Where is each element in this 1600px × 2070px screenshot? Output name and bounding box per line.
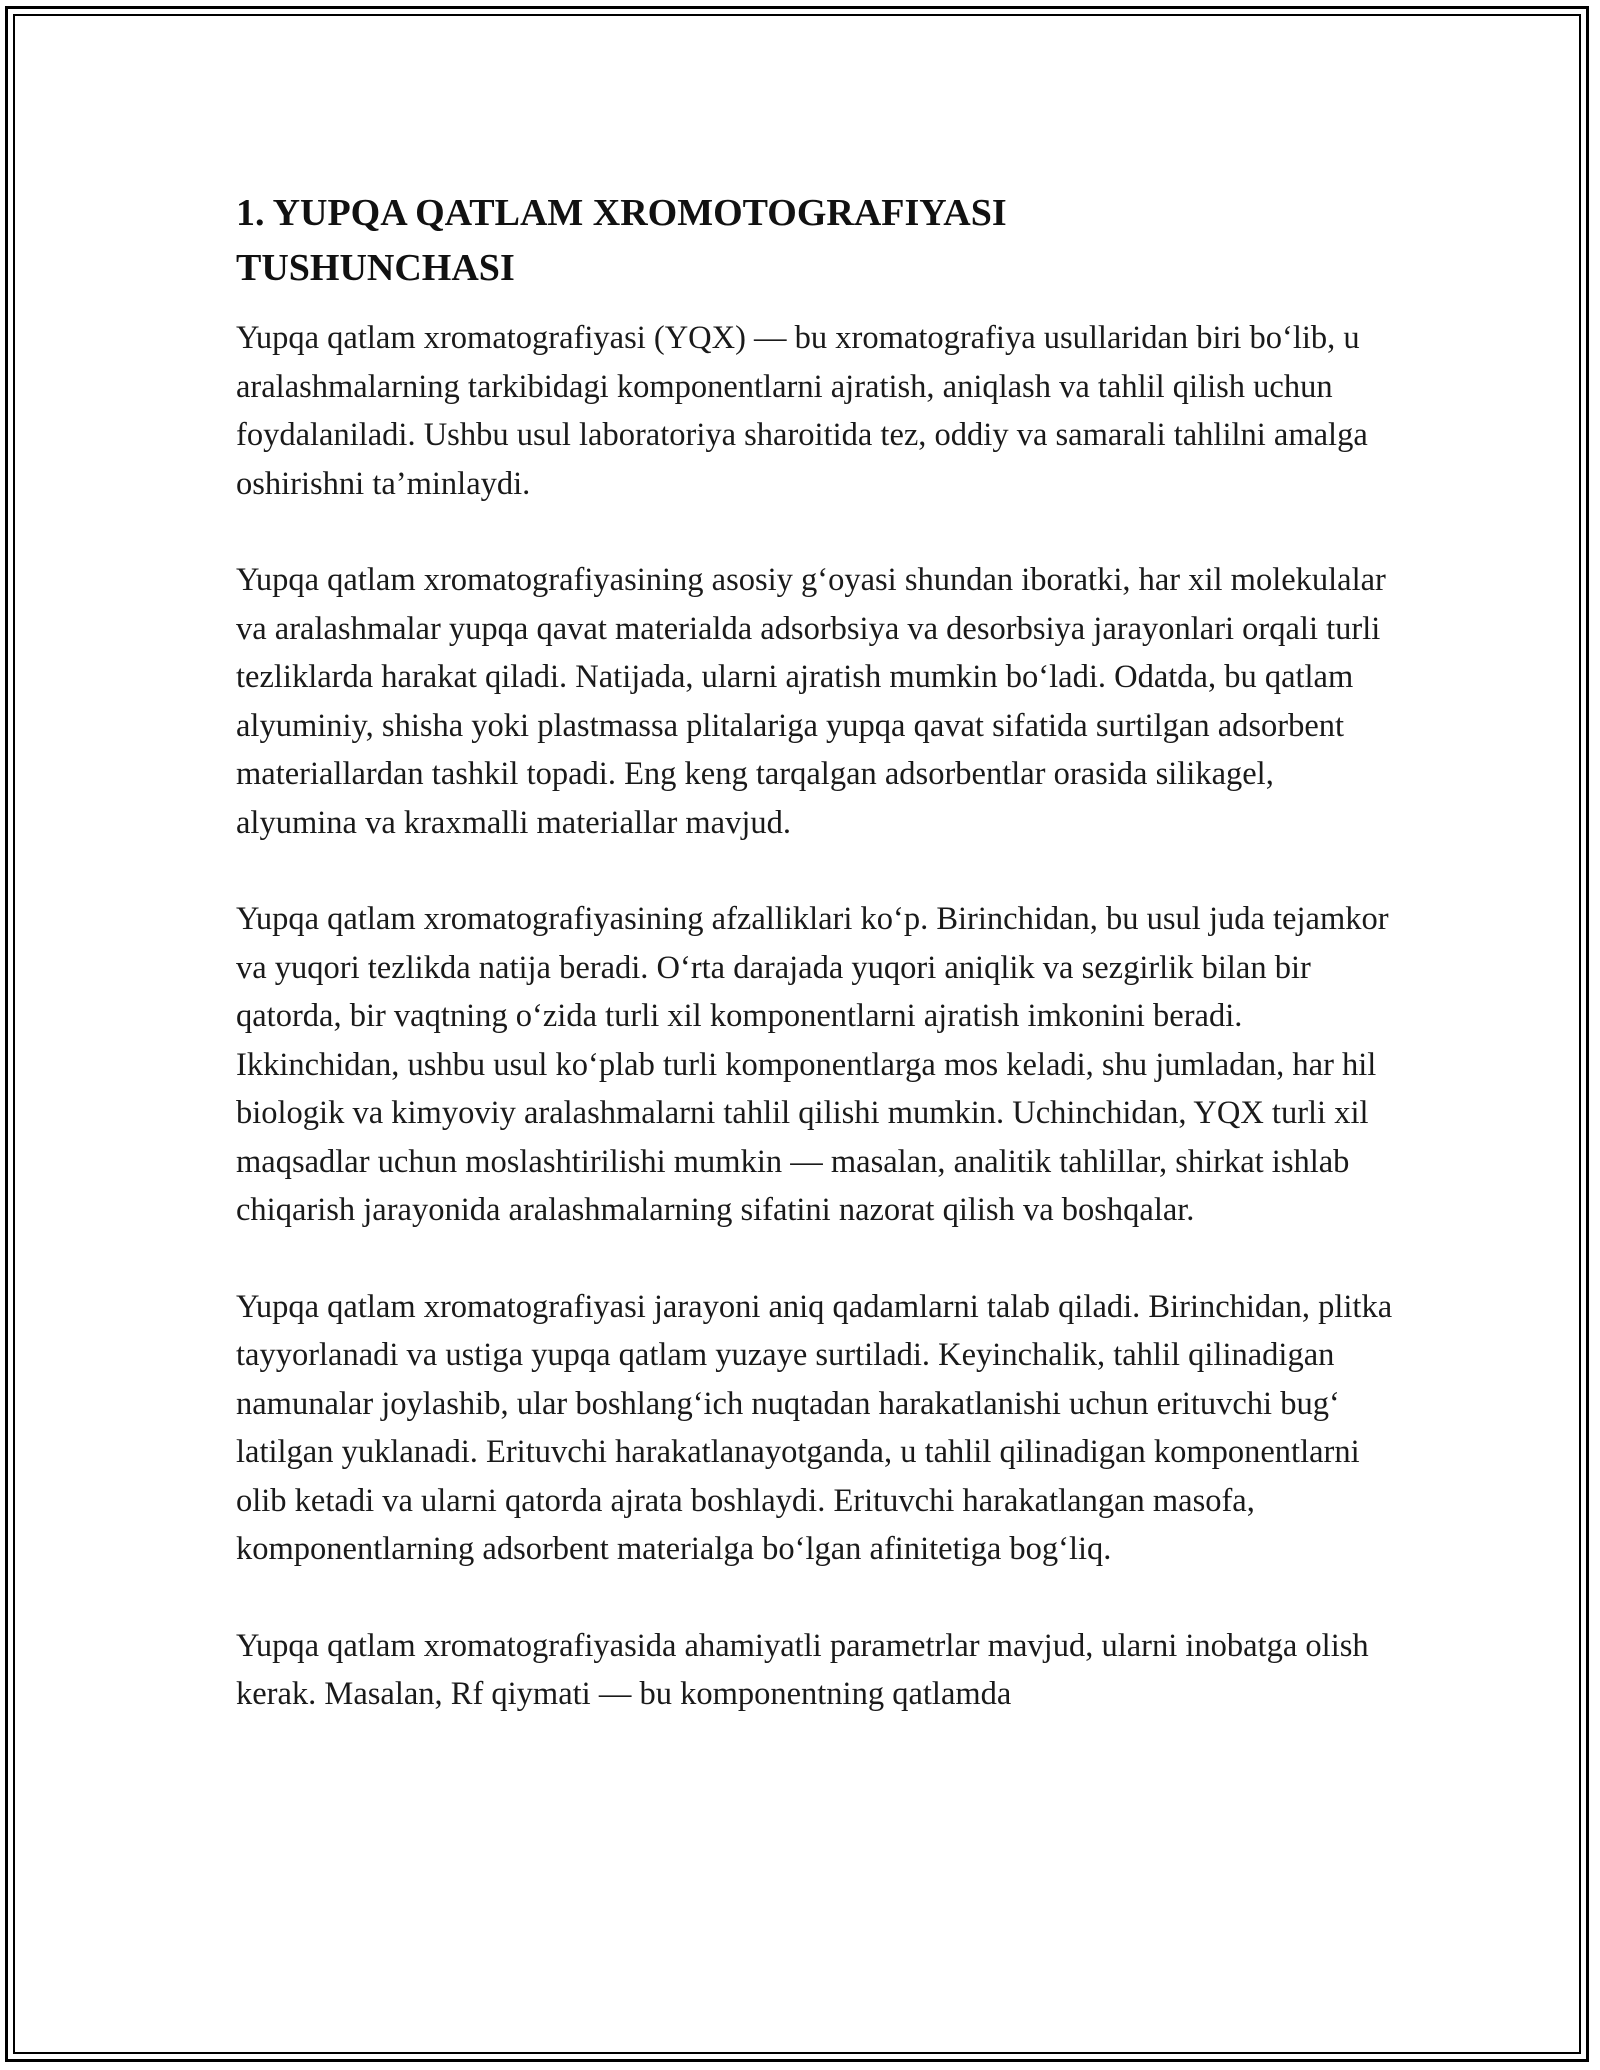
page-title: 1. YUPQA QATLAM XROMOTOGRAFIYASI TUSHUNCHASI bbox=[236, 192, 1007, 289]
paragraph-advantages: Yupqa qatlam xromatografiyasining afzalliklari ko‘p. Birinchidan, bu usul juda tejamkor va yuqori tezlikda natija beradi. O‘rta darajada yuqori aniqlik va sezgirlik bilan bir qatorda, bir vaqtning o‘zida turli xil komponentlarni ajratish imkonini beradi. Ikkinchidan, ushbu usul ko‘plab turli komponentlarga mos keladi, shu jumladan, har hil biologik va kimyoviy aralashmalarni tahlil qilishi mumkin. Uchinchidan, YQX turli xil maqsadlar uchun moslashtirilishi mumkin — masalan, analitik tahlillar, shirkat ishlab chiqarish jarayonida aralashmalarning sifatini nazorat qilish va boshqalar. bbox=[236, 901, 1389, 1228]
paragraph-procedure: Yupqa qatlam xromatografiyasi jarayoni aniq qadamlarni talab qiladi. Birinchidan, plitka tayyorlanadi va ustiga yupqa qatlam yuzaye surtiladi. Keyinchalik, tahlil qilinadigan namunalar joylashib, ular boshlang‘ich nuqtadan harakatlanishi uchun erituvchi bug‘ latilgan yuklanadi. Erituvchi harakatlanayotganda, u tahlil qilinadigan komponentlarni olib ketadi va ularni qatorda ajrata boshlaydi. Erituvchi harakatlangan masofa, komponentlarning adsorbent materialga bo‘lgan afinitetiga bog‘liq. bbox=[236, 1288, 1393, 1567]
paragraph-parameters: Yupqa qatlam xromatografiyasida ahamiyatli parametrlar mavjud, ularni inobatga olish kerak. Masalan, Rf qiymati — bu komponentning qatlamda bbox=[236, 1627, 1369, 1712]
document-body bbox=[236, 186, 1396, 1767]
paragraph-principle: Yupqa qatlam xromatografiyasining asosiy g‘oyasi shundan iboratki, har xil molekulalar va aralashmalar yupqa qavat materialda adsorbsiya va desorbsiya jarayonlari orqali turli tezliklarda harakat qiladi. Natijada, ularni ajratish mumkin bo‘ladi. Odatda, bu qatlam alyuminiy, shisha yoki plastmassa plitalariga yupqa qavat sifatida surtilgan adsorbent materiallardan tashkil topadi. Eng keng tarqalgan adsorbentlar orasida silikagel, alyumina va kraxmalli materiallar mavjud. bbox=[236, 562, 1386, 841]
paragraph-intro: Yupqa qatlam xromatografiyasi (YQX) — bu xromatografiya usullaridan biri bo‘lib, u aralashmalarning tarkibidagi komponentlarni ajratish, aniqlash va tahlil qilish uchun foydalaniladi. Ushbu usul laboratoriya sharoitida tez, oddiy va samarali tahlilni amalga oshirishni ta’minlaydi. bbox=[236, 320, 1368, 502]
